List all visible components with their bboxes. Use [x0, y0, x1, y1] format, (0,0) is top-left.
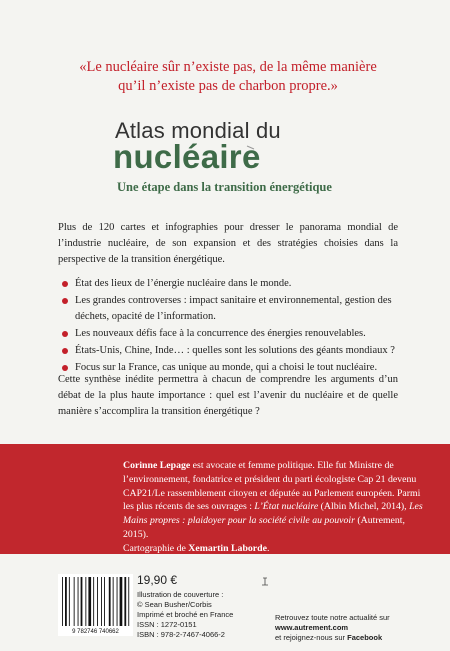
barcode-bar — [109, 577, 111, 626]
barcode-bar — [78, 577, 79, 626]
bullet-text: États-Unis, Chine, Inde… : quelles sont les solutions des géants mondiaux ? — [75, 345, 395, 356]
title-line-2: nucléaire — [113, 138, 261, 175]
list-item — [58, 276, 398, 292]
carto-suffix: . — [266, 542, 270, 554]
bullet-text: Focus sur la France, cas unique au monde, qui a choisi le tout nucléaire. — [75, 362, 378, 373]
bullet-text: État des lieux de l’énergie nucléaire dans le monde. — [75, 278, 292, 289]
cartographer-name: Xemartin Laborde — [188, 542, 267, 554]
barcode-bar — [97, 577, 98, 626]
credit-line: ISSN : 1272-0151 — [137, 620, 197, 629]
synthesis-paragraph: Cette synthèse inédite permettra à chacun de comprendre les arguments d’un débat de la plus haute importance : quel est l’avenir du nucléaire et de quelle manière s’accomplira la transition énergétique ? — [58, 374, 398, 417]
title-line-1: Atlas mondial du — [115, 118, 281, 143]
book-title-2: Les Mains propres : plaidoyer pour la société civile au pouvoir — [123, 501, 423, 527]
publisher-line-2-text: et rejoignez-nous sur — [275, 633, 348, 642]
barcode-bar — [93, 577, 94, 626]
cover-quote — [58, 58, 398, 96]
bullet-dot-icon — [62, 331, 68, 337]
credit-line: Illustration de couverture : — [137, 590, 224, 599]
bio-text-1: est avocate et femme politique. Elle fut Ministre de l’environnement, fondatrice et président du parti écologiste Cap 21 devenu CAP21/Le rassemblement citoyen et députée au Parlement européen. Parmi les plus récents de ses ouvrages : — [123, 460, 421, 513]
barcode-bar — [120, 577, 123, 626]
bullet-text: Les nouveaux défis face à la concurrence des énergies renouvelables. — [75, 328, 366, 339]
list-item — [58, 293, 398, 325]
barcode-bar — [101, 577, 102, 626]
intro-paragraph: Plus de 120 cartes et infographies pour dresser le panorama mondial de l’industrie nucléaire, de son expansion et des stratégies choisies dans la perspective de la transition énergétique. — [58, 222, 398, 265]
barcode-bar — [85, 577, 86, 626]
quote-line-1: «Le nucléaire sûr n’existe pas, de la même manière — [79, 59, 377, 75]
credit-line: © Sean Busher/Corbis — [137, 600, 212, 609]
bullet-dot-icon — [62, 298, 68, 304]
price: 19,90 € — [137, 573, 178, 587]
barcode-bar — [74, 577, 75, 626]
barcode-bar — [88, 577, 91, 626]
author-bio — [123, 459, 423, 556]
author-name: Corinne Lepage — [123, 460, 191, 471]
carto-prefix: Cartographie de — [123, 542, 189, 554]
facebook-link[interactable]: Facebook — [347, 633, 383, 642]
list-item — [58, 343, 398, 359]
credit-line: ISBN : 978-2-7467-4066-2 — [137, 630, 225, 639]
list-item — [58, 326, 398, 342]
bullet-dot-icon — [62, 348, 68, 354]
publisher-info — [275, 613, 435, 643]
bullet-text: Les grandes controverses : impact sanitaire et environnemental, gestion des déchets, opacité de l’information. — [75, 295, 392, 322]
barcode-bar — [113, 577, 114, 626]
barcode-number: 9 782746 740662 — [72, 629, 119, 635]
isbn-barcode — [58, 574, 133, 636]
credit-line: Imprimé et broché en France — [137, 610, 234, 619]
quote-line-2: qu’il n’existe pas de charbon propre.» — [118, 78, 338, 94]
barcode-bar — [124, 577, 126, 626]
bullet-dot-icon — [62, 281, 68, 287]
barcode-bar — [62, 577, 63, 626]
publisher-line-1 — [275, 613, 435, 633]
barcode-bar — [104, 577, 105, 626]
barcode-bar — [81, 577, 83, 626]
credits — [137, 590, 233, 640]
barcode-bar — [117, 577, 118, 626]
publisher-logo-icon — [260, 572, 270, 586]
barcode-bar — [69, 577, 70, 626]
book-title-1: L’État nucléaire — [254, 501, 319, 513]
publisher-website-link[interactable]: www.autrement.com — [275, 623, 349, 632]
bio-text-2: (Albin Michel, 2014), — [318, 501, 410, 513]
publisher-line-1-text: Retrouvez toute notre actualité sur — [275, 613, 390, 622]
bio-text-3: (Autrement, 2015). — [123, 515, 405, 540]
barcode-bar — [65, 577, 67, 626]
bullet-list — [58, 276, 398, 377]
publisher-line-2 — [275, 633, 435, 643]
bullet-dot-icon — [62, 365, 68, 371]
subtitle: Une étape dans la transition énergétique — [117, 180, 332, 194]
barcode-bar — [128, 577, 129, 626]
